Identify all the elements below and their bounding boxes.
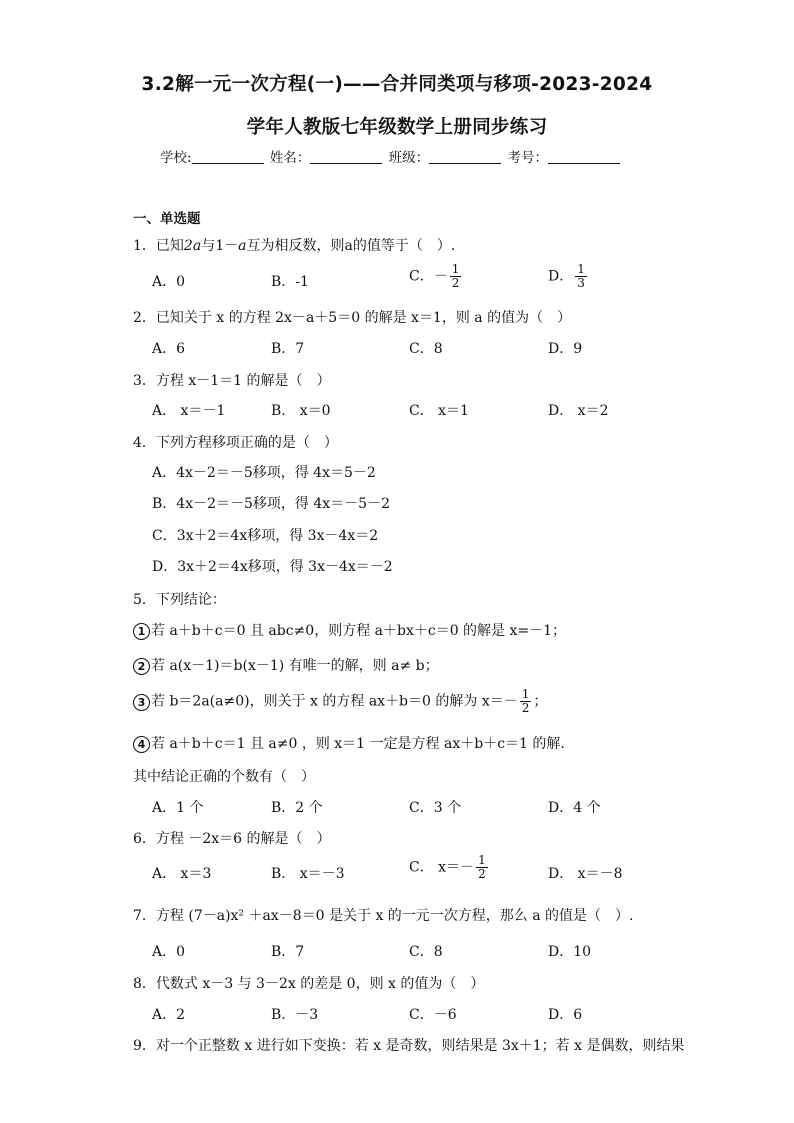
q7-option-b[interactable]: B．7 (271, 944, 305, 960)
q8-option-b[interactable]: B．－3 (271, 1007, 319, 1023)
q5-conclusion-2: 2 若 a(x－1)＝b(x－1) 有唯一的解，则 a≠ b； (133, 655, 439, 675)
q3-option-d[interactable]: D． x＝2 (548, 403, 609, 419)
q3-option-a[interactable]: A． x＝－1 (152, 403, 226, 419)
school-label: 学校: (160, 150, 192, 166)
q5-option-a[interactable]: A．1 个 (152, 800, 204, 816)
q7-option-a[interactable]: A．0 (152, 944, 186, 960)
student-info-row (160, 146, 622, 166)
class-label: 班级： (388, 150, 430, 166)
q1-option-c[interactable]: C．－ $\frac{1}{2}$ (409, 262, 460, 290)
q2-option-c[interactable]: C．8 (409, 341, 443, 357)
circled-number-2: 2 (133, 658, 150, 675)
title-line-2: 学年人教版七年级数学上册同步练习 (246, 117, 548, 138)
question-6-stem: 6．方程 －2x＝6 的解是（ ） (133, 831, 331, 847)
question-5-stem: 5．下列结论： (133, 592, 226, 608)
question-2-stem: 2．已知关于 x 的方程 2x－a＋5＝0 的解是 x＝1，则 a 的值为（ ） (133, 310, 572, 326)
q7-option-c[interactable]: C．8 (409, 944, 443, 960)
question-8-stem: 8．代数式 x－3 与 3－2x 的差是 0，则 x 的值为（ ） (133, 976, 485, 992)
name-blank[interactable] (310, 149, 382, 164)
q4-option-c[interactable]: C．3x＋2＝4x移项，得 3x－4x＝2 (152, 528, 379, 544)
school-blank[interactable] (192, 149, 264, 164)
name-label: 姓名： (269, 150, 311, 166)
q4-option-d[interactable]: D．3x＋2＝4x移项，得 3x－4x＝－2 (152, 559, 393, 575)
q4-option-b[interactable]: B．4x－2＝－5移项，得 4x＝－5－2 (152, 496, 390, 512)
q4-option-a[interactable]: A．4x－2＝－5移项，得 4x＝5－2 (152, 465, 376, 481)
q5-conclusion-4: 4 若 a＋b＋c＝1 且 a≠0 ，则 x＝1 一定是方程 ax＋b＋c＝1 的解. (133, 733, 565, 753)
circled-number-3: 3 (133, 694, 150, 711)
q2-option-b[interactable]: B．7 (271, 341, 305, 357)
circled-number-1: 1 (133, 623, 150, 640)
q8-option-d[interactable]: D．6 (548, 1007, 583, 1023)
q3-option-b[interactable]: B． x＝0 (271, 403, 331, 419)
q1-option-a[interactable]: A．0 (152, 274, 186, 290)
q1-option-d[interactable]: D． $\frac{1}{3}$ (548, 262, 585, 290)
q2-option-d[interactable]: D．9 (548, 341, 583, 357)
class-blank[interactable] (429, 149, 501, 164)
q1-option-b[interactable]: B．-1 (271, 274, 309, 290)
q3-option-c[interactable]: C． x＝1 (409, 403, 469, 419)
q5-option-c[interactable]: C．3 个 (409, 800, 462, 816)
q8-option-c[interactable]: C．－6 (409, 1007, 457, 1023)
q5-option-b[interactable]: B．2 个 (271, 800, 323, 816)
q5-conclusion-3: 3 若 b＝2a(a≠0)，则关于 x 的方程 ax＋b＝0 的解为 x＝－ $\frac{1}{2}$ ； (133, 688, 547, 715)
q5-tail: 其中结论正确的个数有（ ） (133, 769, 315, 785)
title-line-1: 3.2解一元一次方程(一)——合并同类项与移项-2023-2024 (141, 74, 653, 95)
question-7-stem: 7．方程 (7－a)x² ＋ax－8＝0 是关于 x 的一元一次方程，那么 a 的值是（ ）. (133, 908, 634, 924)
question-1-stem: 1．已知2a与1－a互为相反数，则a的值等于（ ）. (133, 238, 456, 254)
q5-conclusion-1: 1 若 a＋b＋c＝0 且 abc≠0，则方程 a＋bx＋c＝0 的解是 x=－1； (133, 620, 566, 640)
number-blank[interactable] (548, 149, 620, 164)
q7-option-d[interactable]: D．10 (548, 944, 592, 960)
q8-option-a[interactable]: A．2 (152, 1007, 186, 1023)
question-4-stem: 4．下列方程移项正确的是（ ） (133, 435, 338, 451)
q2-option-a[interactable]: A．6 (152, 341, 186, 357)
q6-option-c[interactable]: C． x＝－ $\frac{1}{2}$ (409, 853, 486, 881)
q6-option-a[interactable]: A． x＝3 (152, 866, 212, 882)
circled-number-4: 4 (133, 736, 150, 753)
q6-option-d[interactable]: D． x＝－8 (548, 866, 623, 882)
number-label: 考号： (507, 150, 548, 166)
question-3-stem: 3．方程 x－1＝1 的解是（ ） (133, 373, 331, 389)
question-9-stem: 9．对一个正整数 x 进行如下变换：若 x 是奇数，则结果是 3x＋1；若 x 是偶数，则结果 (133, 1038, 685, 1054)
q5-option-d[interactable]: D．4 个 (548, 800, 601, 816)
q6-option-b[interactable]: B． x＝－3 (271, 866, 345, 882)
section-heading: 一、单选题 (133, 211, 201, 227)
